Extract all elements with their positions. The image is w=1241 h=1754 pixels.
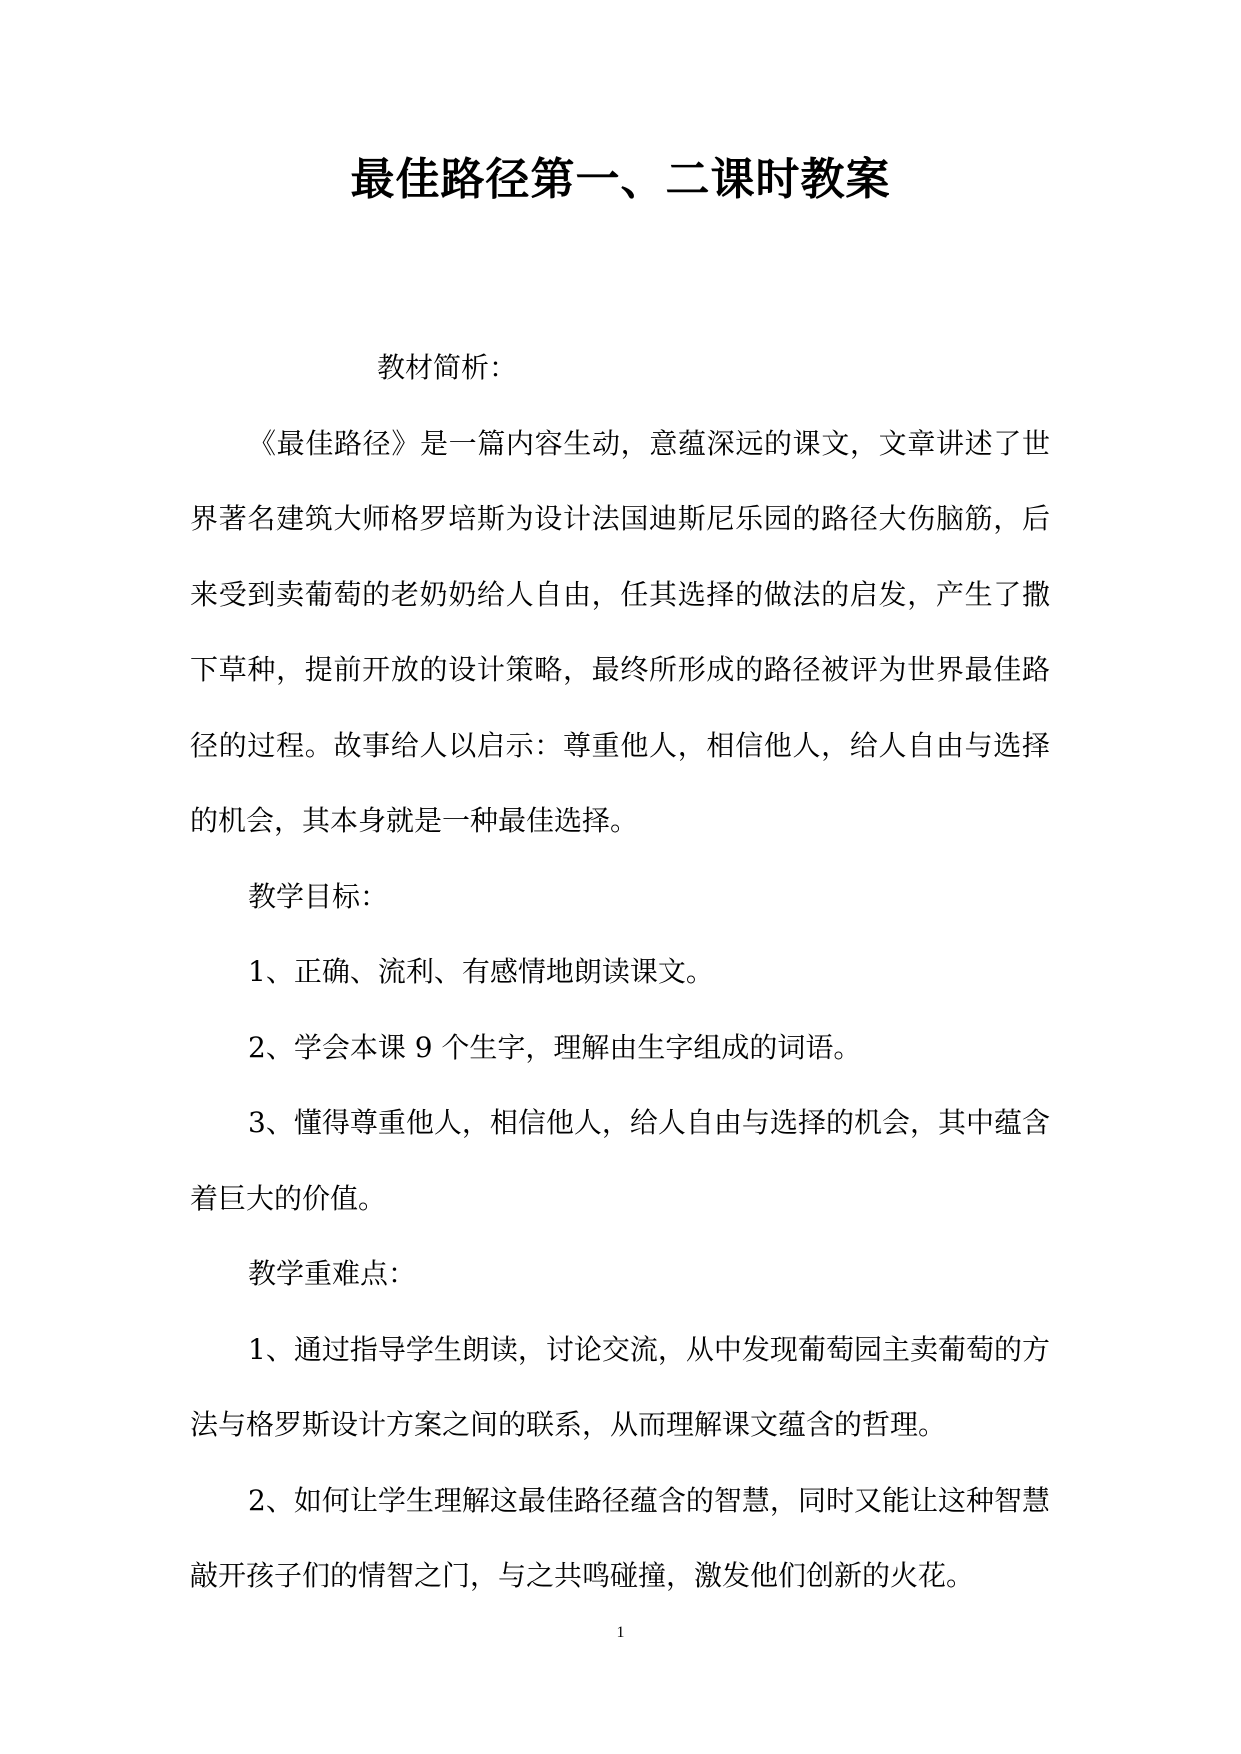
- goal-item-2: 2、学会本课 9 个生字，理解由生字组成的词语。: [248, 1030, 862, 1064]
- difficulty-item-1: 1、通过指导学生朗读，讨论交流，从中发现葡萄园主卖葡萄的方法与格罗斯设计方案之间的联系，从而理解课文蕴含的哲理。: [190, 1332, 1050, 1441]
- goal-item-1: 1、正确、流利、有感情地朗读课文。: [248, 955, 714, 988]
- difficulty-item-2: 2、如何让学生理解这最佳路径蕴含的智慧，同时又能让这种智慧敲开孩子们的情智之门，与之共鸣碰撞，激发他们创新的火花。: [190, 1483, 1050, 1592]
- page-number: 1: [616, 1624, 625, 1641]
- document-title: 最佳路径第一、二课时教案: [350, 154, 891, 205]
- document-body: [190, 330, 1050, 1614]
- section-heading-key-difficulties: 教学重难点：: [248, 1257, 417, 1290]
- section-heading-material-analysis: 教材简析：: [377, 351, 518, 384]
- goal-item-3: 3、懂得尊重他人，相信他人，给人自由与选择的机会，其中蕴含着巨大的价值。: [190, 1106, 1050, 1215]
- paragraph-material-summary: 《最佳路径》是一篇内容生动，意蕴深远的课文，文章讲述了世界著名建筑大师格罗培斯为设计法国迪斯尼乐园的路径大伤脑筋，后来受到卖葡萄的老奶奶给人自由，任其选择的做法的启发，产生了撒下草种，提前开放的设计策略，最终所形成的路径被评为世界最佳路径的过程。故事给人以启示：尊重他人，相信他人，给人自由与选择的机会，其本身就是一种最佳选择。: [190, 426, 1050, 837]
- section-heading-teaching-goals: 教学目标：: [248, 879, 389, 913]
